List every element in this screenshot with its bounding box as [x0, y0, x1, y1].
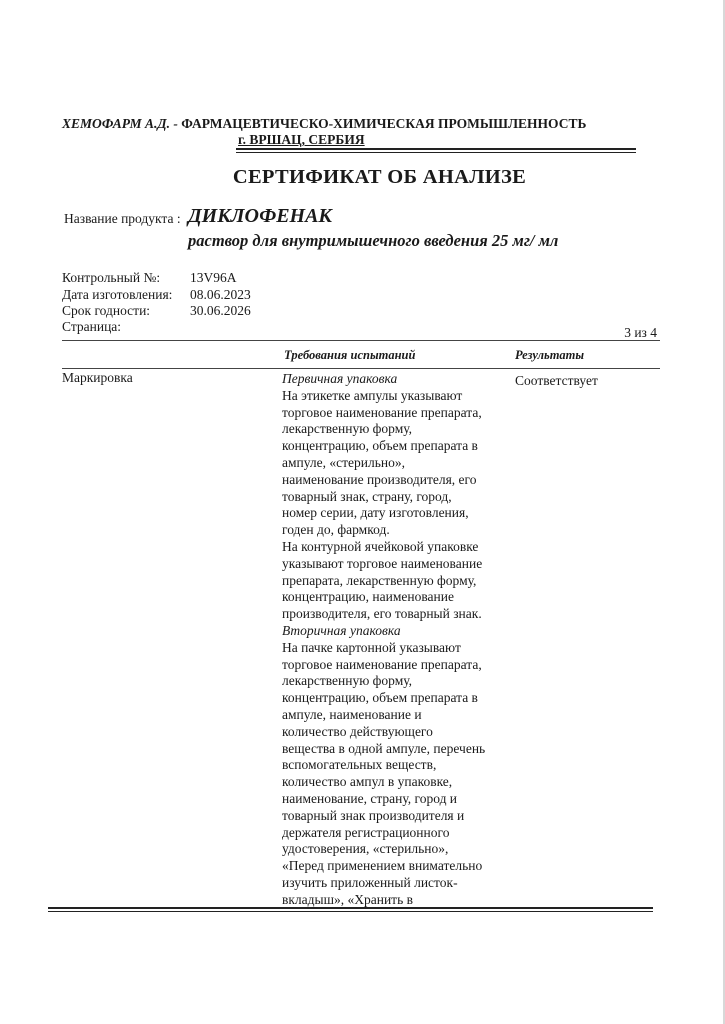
expiry-date-value: 30.06.2026 [190, 303, 251, 318]
row-label-marking: Маркировка [62, 370, 133, 385]
text-line: торговое наименование препарата, [282, 656, 482, 672]
table-header-divider [62, 368, 660, 369]
product-label: Название продукта : [64, 211, 181, 226]
page-number: 3 из 4 [624, 325, 657, 340]
text-line: наименование, страну, город и [282, 790, 458, 806]
product-name: ДИКЛОФЕНАК [188, 205, 332, 227]
manufacture-date-value: 08.06.2023 [190, 287, 251, 302]
text-line: изучить приложенный листок- [282, 874, 458, 890]
text-line: наименование производителя, его [282, 471, 477, 487]
text-line: количество действующего [282, 723, 433, 739]
primary-packaging-text [282, 388, 510, 539]
page-label: Страница: [62, 319, 122, 334]
text-line: На этикетке ампулы указывают [282, 387, 463, 403]
text-line: держателя регистрационного [282, 824, 450, 840]
company-city: г. ВРШАЦ, СЕРБИЯ [238, 132, 365, 147]
requirements-text [282, 371, 510, 909]
text-line: удостоверения, «стерильно», [282, 841, 449, 857]
text-line: производителя, его товарный знак. [282, 606, 482, 622]
text-line: товарный знак производителя и [282, 807, 465, 823]
row-result: Соответствует [515, 373, 598, 388]
text-line: вещества в одной ампуле, перечень [282, 740, 486, 756]
text-line: вкладыш», «Хранить в [282, 891, 413, 907]
text-line: вспомогательных веществ, [282, 757, 437, 773]
text-line: номер серии, дату изготовления, [282, 505, 469, 521]
product-form: раствор для внутримышечного введения 25 мг/ мл [188, 231, 559, 250]
text-line: торговое наименование препарата, [282, 404, 482, 420]
text-line: концентрацию, наименование [282, 589, 454, 605]
blister-packaging-text [282, 539, 510, 623]
company-name-italic: ХЕМОФАРМ А.Д. - [62, 116, 178, 131]
text-line: ампуле, «стерильно», [282, 454, 405, 470]
text-line: «Перед применением внимательно [282, 858, 483, 874]
text-line: количество ампул в упаковке, [282, 774, 453, 790]
text-line: На контурной ячейковой упаковке [282, 538, 479, 554]
header-divider [236, 148, 636, 153]
company-name-rest: ФАРМАЦЕВТИЧЕСКО-ХИМИЧЕСКАЯ ПРОМЫШЛЕННОСТЬ [181, 116, 587, 131]
text-line: лекарственную форму, [282, 421, 413, 437]
text-line: ампуле, наименование и [282, 706, 422, 722]
text-line: препарата, лекарственную форму, [282, 572, 477, 588]
company-header [62, 116, 662, 148]
text-line: На пачке картонной указывают [282, 639, 461, 655]
footer-divider [48, 907, 653, 912]
company-name-line [62, 116, 662, 132]
column-header-results: Результаты [515, 348, 585, 362]
text-line: концентрацию, объем препарата в [282, 438, 478, 454]
secondary-packaging-text [282, 640, 510, 909]
control-number-label: Контрольный №: [62, 270, 161, 285]
manufacture-date-label: Дата изготовления: [62, 287, 173, 302]
primary-packaging-heading: Первичная упаковка [282, 371, 398, 386]
text-line: годен до, фармкод. [282, 522, 390, 538]
text-line: концентрацию, объем препарата в [282, 690, 478, 706]
text-line: указывают торговое наименование [282, 555, 483, 571]
text-line: товарный знак, страну, город, [282, 488, 452, 504]
document-title: СЕРТИФИКАТ ОБ АНАЛИЗЕ [232, 166, 527, 188]
control-number-value: 13V96A [190, 270, 237, 285]
info-divider [62, 340, 660, 341]
expiry-date-label: Срок годности: [62, 303, 151, 318]
text-line: лекарственную форму, [282, 673, 413, 689]
column-header-requirements: Требования испытаний [284, 348, 416, 362]
secondary-packaging-heading: Вторичная упаковка [282, 622, 401, 638]
